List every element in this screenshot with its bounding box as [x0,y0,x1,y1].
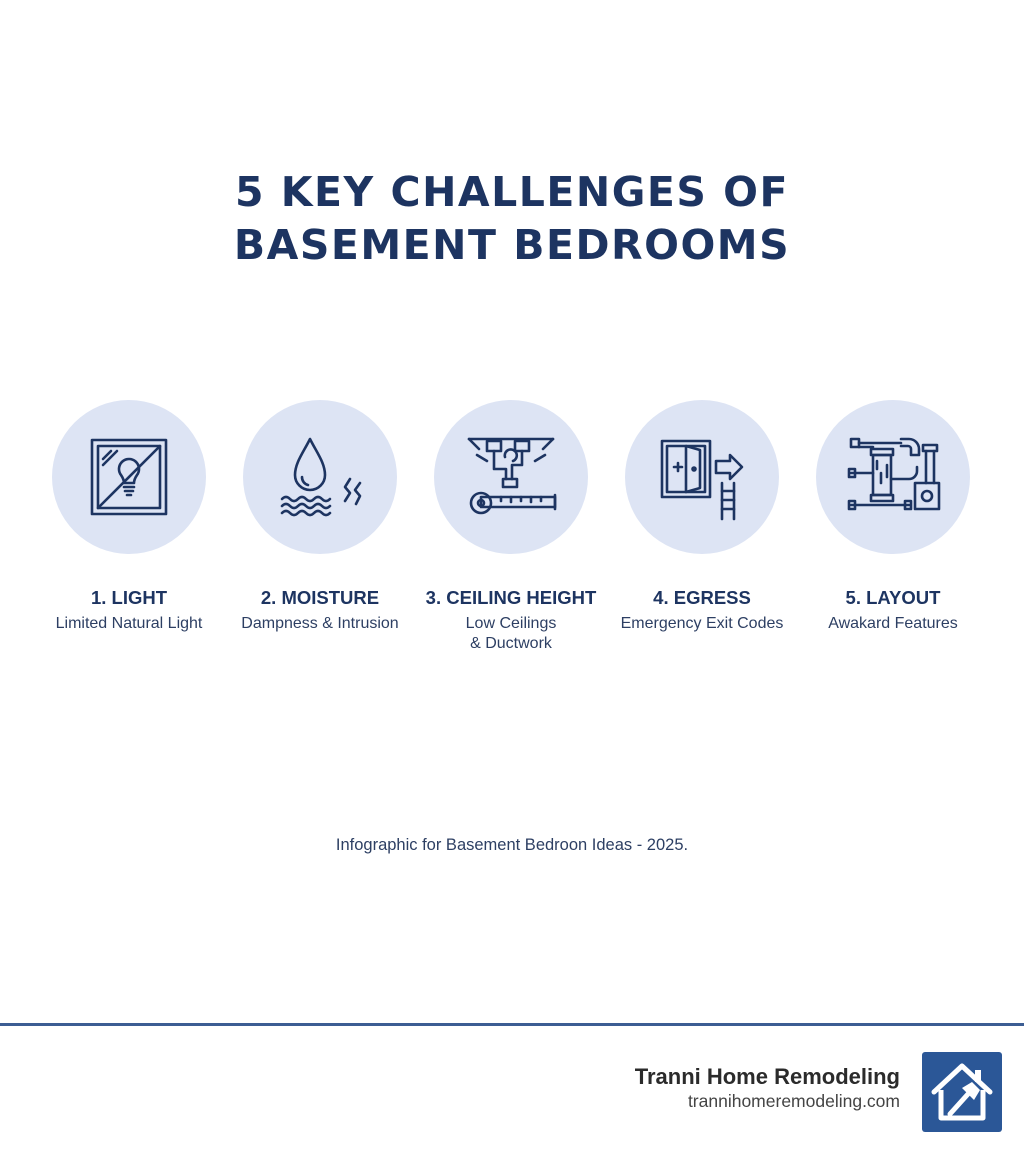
pipes-icon [843,427,943,527]
challenge-subtitle: Low Ceilings & Ductwork [465,615,557,652]
house-hammer-logo-icon [922,1052,1002,1132]
challenge-moisture [220,400,420,634]
challenge-ceiling-height [411,400,611,654]
brand-url: trannihomeremodeling.com [687,1091,900,1111]
challenge-title: 3. CEILING HEIGHT [425,587,597,608]
water-drop-icon [270,427,370,527]
challenge-subtitle: Emergency Exit Codes [620,615,784,632]
brand-block [635,1064,900,1112]
exit-door-ladder-icon [652,427,752,527]
caption: Infographic for Basement Bedroon Ideas - 2025. [335,836,689,854]
challenge-layout [793,400,993,634]
no-light-window-icon [79,427,179,527]
title-line-2: BASEMENT BEDROOMS [233,221,791,269]
challenge-icon-circle [625,400,779,554]
challenge-subtitle: Awakard Features [828,615,958,632]
title-line-1: 5 KEY CHALLENGES OF [234,168,790,216]
challenge-icon-circle [816,400,970,554]
footer-divider [0,1023,1024,1026]
page-title [0,166,1024,272]
challenge-title: 1. LIGHT [90,587,168,608]
challenge-title: 5. LAYOUT [845,587,941,608]
challenge-subtitle: Limited Natural Light [55,615,203,632]
challenge-icon-circle [243,400,397,554]
challenge-title: 2. MOISTURE [260,587,380,608]
challenge-subtitle: Dampness & Intrusion [241,615,399,632]
challenge-light [29,400,229,634]
challenge-title: 4. EGRESS [653,587,751,608]
challenge-icon-circle [52,400,206,554]
brand-name: Tranni Home Remodeling [634,1064,900,1089]
challenge-icon-circle [434,400,588,554]
challenge-egress [602,400,802,634]
ductwork-tape-measure-icon [461,427,561,527]
